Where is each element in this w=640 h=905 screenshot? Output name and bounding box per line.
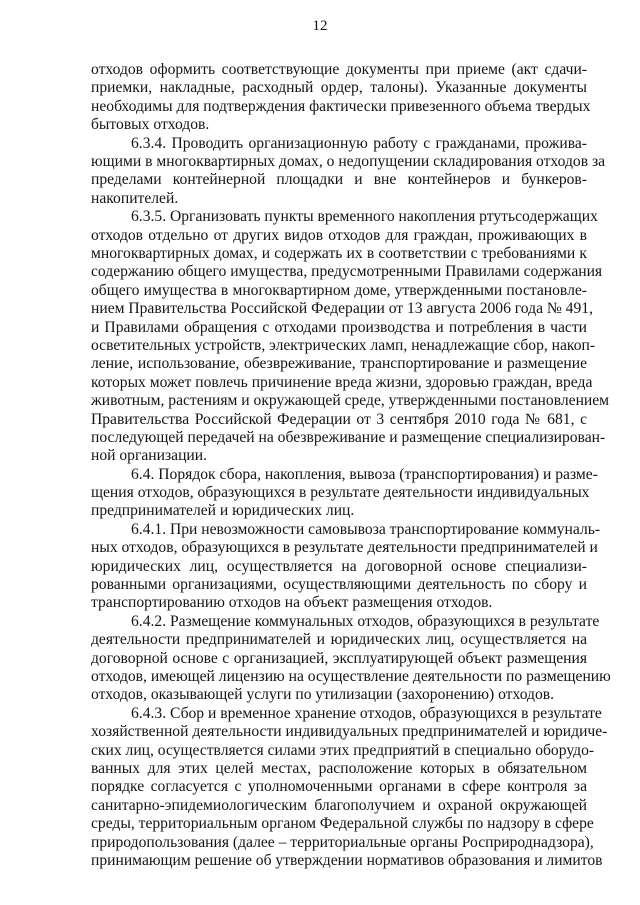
text-line: необходимы для подтверждения фактически привезенного объема твердых — [91, 98, 591, 115]
text-line: ющими в многоквартирных домах, о недопущении складирования отходов за — [91, 153, 606, 170]
text-line: ной организации. — [91, 447, 208, 464]
text-line: порядке согласуется с уполномоченными органами в сфере контроля за — [91, 778, 587, 795]
text-line: среды, территориальным органом Федеральной службы по надзору в сфере — [91, 815, 594, 832]
text-line: последующей передачей на обезвреживание и размещение специализирован- — [91, 429, 606, 446]
text-line: и Правилами обращения с отходами производства и потребления в части — [91, 319, 587, 336]
text-line: бытовых отходов. — [91, 116, 210, 133]
text-line: накопителей. — [91, 190, 179, 207]
text-line: общего имущества в многоквартирном доме, утвержденными постановле- — [91, 282, 587, 299]
text-line: 6.4.1. При невозможности самовывоза транспортирование коммуналь- — [131, 521, 601, 538]
text-line: хозяйственной деятельности индивидуальных предпринимателей и юридиче- — [91, 723, 608, 740]
text-line: животным, растениям и окружающей среде, утвержденными постановлением — [91, 392, 610, 409]
text-line: предпринимателей и юридических лиц. — [91, 502, 355, 519]
text-line: санитарно-эпидемиологическим благополучием и охраной окружающей — [91, 797, 587, 814]
text-line: 6.4. Порядок сбора, накопления, вывоза (транспортирования) и разме- — [131, 466, 598, 483]
text-line: щения отходов, образующихся в результате деятельности индивидуальных — [91, 484, 590, 501]
text-line: отходов отдельно от других видов отходов для граждан, проживающих в — [91, 227, 587, 244]
text-line: приемки, накладные, расходный ордер, талоны). Указанные документы — [91, 79, 587, 96]
text-line: отходов оформить соответствующие документы при приеме (акт сдачи- — [91, 61, 587, 78]
text-line: природопользования (далее – территориальные органы Росприроднадзора), — [91, 834, 594, 851]
text-line: пределами контейнерной площадки и вне контейнеров и бункеров- — [91, 171, 587, 188]
text-line: транспортированию отходов на объект размещения отходов. — [91, 594, 493, 611]
text-line: Правительства Российской Федерации от 3 сентября 2010 года № 681, с — [91, 411, 587, 428]
text-line: содержанию общего имущества, предусмотренными Правилами содержания — [91, 263, 603, 280]
text-line: юридических лиц, осуществляется на договорной основе специализи- — [91, 558, 587, 575]
text-line: ление, использование, обезвреживание, транспортирование и размещение — [91, 355, 587, 372]
text-line: рованными организациями, осуществляющими деятельность по сбору и — [91, 576, 587, 593]
text-line: отходов, оказывающей услуги по утилизации (захоронению) отходов. — [91, 686, 555, 703]
text-line: ванных для этих целей местах, расположение которых в обязательном — [91, 760, 587, 777]
text-line: принимающим решение об утверждении нормативов образования и лимитов — [91, 852, 603, 869]
text-line: отходов, имеющей лицензию на осуществление деятельности по размещению — [91, 668, 611, 685]
page-number: 12 — [312, 18, 328, 34]
text-line: которых может повлечь причинение вреда жизни, здоровью граждан, вреда — [91, 374, 593, 391]
text-line: ских лиц, осуществляется силами этих предприятий в специально оборудо- — [91, 742, 595, 759]
text-line: многоквартирных домах, и содержать их в соответствии с требованиями к — [91, 245, 587, 262]
text-line: 6.3.5. Организовать пункты временного накопления ртутьсодержащих — [131, 208, 598, 225]
text-line: 6.4.2. Размещение коммунальных отходов, образующихся в результате — [131, 613, 600, 630]
text-line: нием Правительства Российской Федерации от 13 августа 2006 года № 491, — [91, 300, 593, 317]
text-line: 6.3.4. Проводить организационную работу с гражданами, прожива- — [131, 135, 587, 152]
text-line: осветительных устройств, электрических ламп, ненадлежащие сбор, накоп- — [91, 337, 596, 354]
text-line: ных отходов, образующихся в результате деятельности предпринимателей и — [91, 539, 598, 556]
text-line: договорной основе с организацией, эксплуатирующей объект размещения — [91, 650, 587, 667]
text-line: деятельности предпринимателей и юридических лиц, осуществляется на — [91, 631, 587, 648]
text-line: 6.4.3. Сбор и временное хранение отходов, образующихся в результате — [131, 705, 602, 722]
